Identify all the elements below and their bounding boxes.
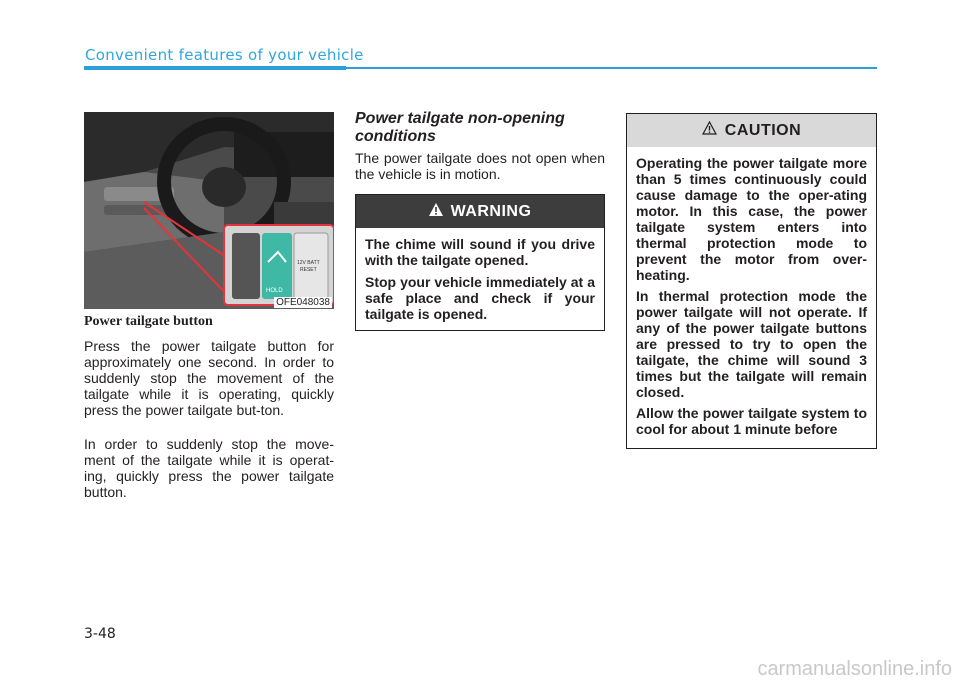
warning-paragraph: The chime will sound if you drive with the tailgate opened. [365,236,595,268]
warning-body [356,228,604,322]
header-rule-thick [84,66,346,70]
section-heading: Power tailgate button [84,314,213,329]
paragraph: Press the power tailgate button for approximately one second. In order to suddenly stop the movement of the tailgate while it is operating, quickly press the power tailgate but-ton. [84,338,334,418]
caution-header [627,114,876,147]
warning-header [356,195,604,228]
section-heading: Power tailgate non-opening conditions [355,110,565,145]
header-rule-thin [346,67,877,69]
warning-icon [429,203,443,221]
svg-text:12V BATT: 12V BATT [297,260,320,266]
caution-paragraph: In thermal protection mode the power tailgate will not operate. If any of the power tailgate buttons are pressed to try to open the tailgate, the chime will sound 3 times but the tailgate will remain closed. [636,288,867,400]
figure-code: OFE048038 [276,297,330,308]
caution-paragraph: Operating the power tailgate more than 5 times continuously could cause damage to the oper-ating motor. In this case, the power tailgate system enters into thermal protection mode to prevent the motor from over-heating. [636,155,867,283]
caution-body [627,147,876,437]
caution-title: CAUTION [724,121,802,139]
paragraph: The power tailgate does not open when the vehicle is in motion. [355,150,605,182]
caution-icon [702,121,717,140]
middle-column [355,110,605,182]
svg-text:RESET: RESET [300,267,317,273]
warning-box [355,194,605,331]
watermark: carmanualsonline.info [757,658,952,680]
section-title: Convenient features of your vehicle [85,46,364,64]
dashboard-photo [84,112,334,309]
caution-paragraph: Allow the power tailgate system to cool for about 1 minute before [636,405,867,437]
warning-paragraph: Stop your vehicle immediately at a safe place and check if your tailgate is opened. [365,274,595,322]
warning-title: WARNING [450,202,532,220]
page-number: 3-48 [84,626,116,642]
svg-text:HOLD: HOLD [266,288,283,294]
paragraph: In order to suddenly stop the move-ment of the tailgate while it is operat-ing, quickly press the power tailgate button. [84,436,334,500]
caution-box [626,113,877,449]
left-column [84,314,334,518]
